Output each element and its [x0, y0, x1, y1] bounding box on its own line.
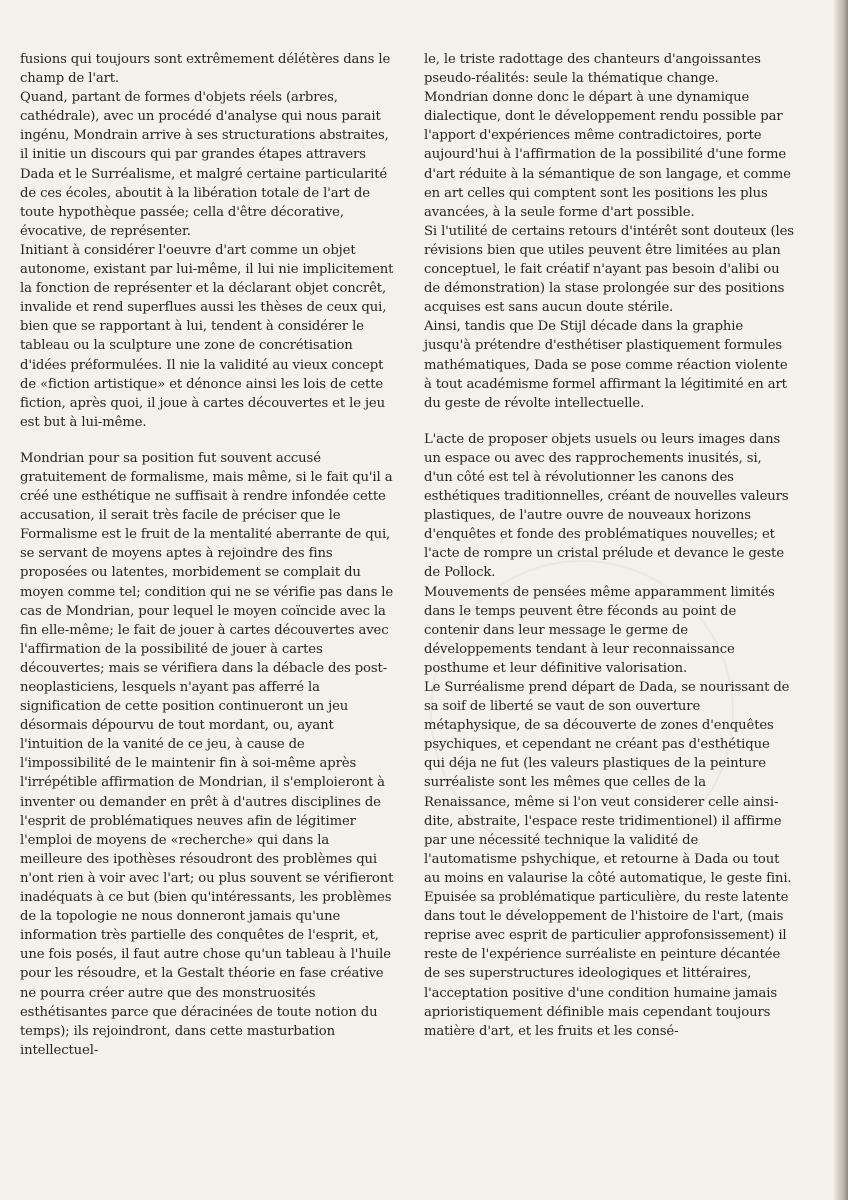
page-edge-shadow [834, 0, 848, 1200]
paragraph: Initiant à considérer l'oeuvre d'art comme un objet autonome, existant par lui-même, il lui nie implicitement la fonction de représenter et la déclarant objet concrêt, invalide et rend superflues aussi les thèses de ceux qui, bien que se rapportant à lui, tendent à considérer le tableau ou la sculpture une zone de concrétisation d'idées préformulées. Il nie la validité au vieux concept de «fiction artistique» et dénonce ainsi les lois de cette fiction, après quoi, il joue à cartes découvertes et le jeu est but à lui-même. [20, 242, 394, 430]
paragraph: L'acte de proposer objets usuels ou leurs images dans un espace ou avec des rapprochements inusités, si, d'un côté est tel à révolutionner les canons des esthétiques traditionnelles, créant de nouvelles valeurs plastiques, de l'autre ouvre de nouveaux horizons d'enquêtes et fonde des problématiques nouvelles; et l'acte de rompre un cristal prélude et devance le geste de Pollock. [424, 431, 789, 581]
paragraph: Le Surréalisme prend départ de Dada, se nourissant de sa soif de liberté se vaut de son ouverture métaphysique, de sa découverte de zones d'enquêtes psychiques, et cependant ne créant pas d'esthétique qui déja ne fut (les valeurs plastiques de la peinture surréaliste sont les mêmes que celles de la Renaissance, même si l'on veut considerer celle ainsi-dite, abstraite, l'espace reste tridimentionel) il affirme par une nécessité technique la validité de l'automatisme pshychique, et retourne à Dada ou tout au moins en valaurise la côté automatique, le geste fini. [424, 680, 792, 886]
paragraph: Epuisée sa problématique particulière, du reste latente dans tout le développement de l'histoire de l'art, (mais reprise avec esprit de particulier approfonsissement) il reste de l'expérience surréaliste en peinture décantée de ses superstructures ideologiques et littéraires, l'acceptation positive d'une condition humaine jamais aprioristiquement définible mais cependant toujours matière d'art, et les fruits et les consé- [424, 890, 789, 1039]
paragraph: Mondrian donne donc le départ à une dynamique dialectique, dont le développement rendu possible par l'apport d'expériences même contradictoires, porte aujourd'hui à l'affirmation de la possibilité d'une forme d'art réduite à la sémantique de son langage, et comme en art celles qui comptent sont les positions les plus avancées, à la seule forme d'art possible. [424, 90, 791, 220]
right-text-column [424, 50, 794, 1041]
paragraph: le, le triste radottage des chanteurs d'angoissantes pseudo-réalités: seule la thématique change. [424, 52, 761, 87]
paragraph: Ainsi, tandis que De Stijl décade dans la graphie jusqu'à prétendre d'esthétiser plastiquement formules mathématiques, Dada se pose comme réaction violente à tout académisme formel affirmant la légitimité en art du geste de révolte intellectuelle. [424, 319, 788, 411]
paragraph: Mouvements de pensées même apparamment limités dans le temps peuvent être féconds au point de contenir dans leur message le germe de développements tendant à leur reconnaissance posthume et leur définitive valorisation. [424, 584, 775, 676]
paragraph: Quand, partant de formes d'objets réels (arbres, cathédrale), avec un procédé d'analyse qui nous parait ingénu, Mondrain arrive à ses structurations abstraites, il initie un discours qui par grandes étapes attravers Dada et le Surréalisme, et malgré certaine particularité de ces écoles, aboutit à la libération totale de l'art de toute hypothèque passée; cella d'être décorative, évocative, de représenter. [20, 90, 389, 239]
paragraph: Mondrian pour sa position fut souvent accusé gratuitement de formalisme, mais même, si le fait qu'il a créé une esthétique ne suffisait à rendre infondée cette accusation, il serait très facile de préciser que le Formalisme est le fruit de la mentalité aberrante de qui, se servant de moyens aptes à rejoindre des fins proposées ou latentes, morbidement se complait du moyen comme tel; condition qui ne se vérifie pas dans le cas de Mondrian, pour lequel le moyen coïncide avec la fin elle-même; le fait de jouer à cartes découvertes avec l'affirmation de la possibilité de jouer à cartes découvertes; mais se vérifiera dans la débacle des post-neoplasticiens, lesquels n'ayant pas afferré la signification de cette position continueront un jeu désormais dépourvu de tout mordant, ou, ayant l'intuition de la vanité de ce jeu, à cause de l'impossibilité de le maintenir fin à soi-même après l'irrépétible affirmation de Mondrian, il s'emploieront à inventer ou demander en prêt à d'autres disciplines de l'esprit de problématiques neuves afin de légitimer l'emploi de moyens de «recherche» qui dans la meilleure des ipothèses résoudront des problèmes qui n'ont rien à voir avec l'art; ou plus souvent se vérifieront inadéquats à ce but (bien qu'intéressants, les problèmes de la topologie ne nous donneront jamais qu'une information très partielle des conquêtes de l'esprit, et, une fois posés, il faut autre chose qu'un tableau à l'huile pour les résoudre, et la Gestalt théorie en fase créative ne pourra créer autre que des monstruosités esthétisantes parce que déracinées de toute notion du temps); ils rejoindront, dans cette masturbation intellectuel- [20, 450, 394, 1058]
left-text-column [20, 50, 394, 1060]
paragraph: Si l'utilité de certains retours d'intérêt sont douteux (les révisions bien que utiles peuvent être limitées au plan conceptuel, le fait créatif n'ayant pas besoin d'alibi ou de démonstration) la stase prolongée sur des positions acquises est sans aucun doute stérile. [424, 223, 794, 316]
paragraph: fusions qui toujours sont extrêmement délétères dans le champ de l'art. [20, 52, 391, 87]
